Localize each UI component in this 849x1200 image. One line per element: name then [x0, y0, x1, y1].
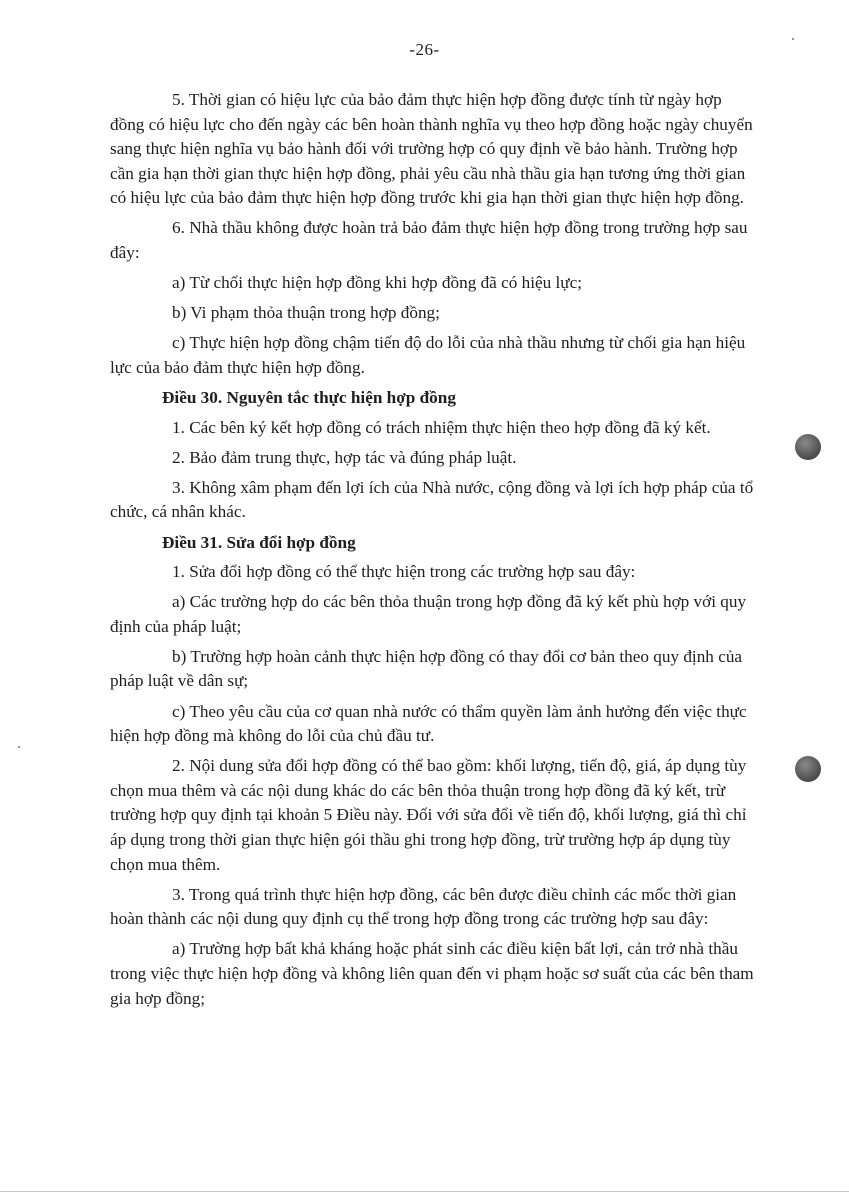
- paragraph-art29-clause6: 6. Nhà thầu không được hoàn trả bảo đảm thực hiện hợp đồng trong trường hợp sau đây:: [110, 218, 748, 263]
- scan-edge-line: [0, 1191, 849, 1192]
- paragraph-art31-clause1-a: a) Các trường hợp do các bên thỏa thuận trong hợp đồng đã ký kết phù hợp với quy định của pháp luật;: [110, 592, 747, 636]
- paragraph-art31-clause3-a: a) Trường hợp bất khả kháng hoặc phát sinh các điều kiện bất lợi, cản trở nhà thầu trong việc thực hiện hợp đồng và không liên quan đến vi phạm hoặc sơ suất của các bên tham gia hợp đồng;: [110, 939, 754, 1008]
- paragraph-art30-clause1: 1. Các bên ký kết hợp đồng có trách nhiệm thực hiện theo hợp đồng đã ký kết.: [172, 417, 711, 437]
- document-body: [110, 88, 758, 1017]
- paragraph-art31-clause1-b: b) Trường hợp hoàn cảnh thực hiện hợp đồng có thay đổi cơ bản theo quy định của pháp luật về dân sự;: [110, 646, 743, 691]
- paragraph-art29-clause6-a: a) Từ chối thực hiện hợp đồng khi hợp đồng đã có hiệu lực;: [172, 273, 583, 293]
- scan-speck: [18, 746, 20, 748]
- article-31-heading: Điều 31. Sửa đổi hợp đồng: [162, 532, 356, 552]
- article-30-heading: Điều 30. Nguyên tắc thực hiện hợp đồng: [162, 388, 456, 408]
- punch-hole-mark: [795, 756, 821, 782]
- paragraph-art30-clause2: 2. Bảo đảm trung thực, hợp tác và đúng pháp luật.: [172, 447, 517, 467]
- punch-hole-mark: [795, 434, 821, 460]
- paragraph-art29-clause6-b: b) Vi phạm thỏa thuận trong hợp đồng;: [172, 303, 440, 323]
- page-number: -26-: [409, 40, 440, 59]
- paragraph-art31-clause2: 2. Nội dung sửa đổi hợp đồng có thể bao gồm: khối lượng, tiến độ, giá, áp dụng tùy chọn mua thêm và các nội dung khác do các bên thỏa thuận trong hợp đồng đã ký kết, trừ trường hợp quy định tại khoản 5 Điều này. Đối với sửa đổi về tiến độ, khối lượng, giá thì chỉ áp dụng trong thời gian thực hiện gói thầu ghi trong hợp đồng, trừ trường hợp áp dụng tùy chọn mua thêm.: [110, 756, 747, 874]
- paragraph-art29-clause6-c: c) Thực hiện hợp đồng chậm tiến độ do lỗi của nhà thầu nhưng từ chối gia hạn hiệu lực của bảo đảm thực hiện hợp đồng.: [110, 333, 746, 377]
- paragraph-art31-clause3: 3. Trong quá trình thực hiện hợp đồng, các bên được điều chỉnh các mốc thời gian hoàn thành các nội dung quy định cụ thể trong hợp đồng trong các trường hợp sau đây:: [110, 884, 737, 929]
- scan-speck: [792, 38, 794, 40]
- paragraph-art31-clause1: 1. Sửa đổi hợp đồng có thể thực hiện trong các trường hợp sau đây:: [172, 562, 636, 582]
- paragraph-art29-clause5: 5. Thời gian có hiệu lực của bảo đảm thực hiện hợp đồng được tính từ ngày hợp đồng có hiệu lực cho đến ngày các bên hoàn thành nghĩa vụ theo hợp đồng hoặc ngày chuyển sang thực hiện nghĩa vụ bảo hành đối với trường hợp có quy định về bảo hành. Trường hợp cần gia hạn thời gian thực hiện hợp đồng, phải yêu cầu nhà thầu gia hạn tương ứng thời gian có hiệu lực của bảo đảm thực hiện hợp đồng trước khi gia hạn thời gian thực hiện hợp đồng.: [110, 90, 753, 208]
- paragraph-art30-clause3: 3. Không xâm phạm đến lợi ích của Nhà nước, cộng đồng và lợi ích hợp pháp của tổ chức, cá nhân khác.: [110, 477, 754, 522]
- paragraph-art31-clause1-c: c) Theo yêu cầu của cơ quan nhà nước có thẩm quyền làm ảnh hưởng đến việc thực hiện hợp đồng mà không do lỗi của chủ đầu tư.: [110, 701, 747, 746]
